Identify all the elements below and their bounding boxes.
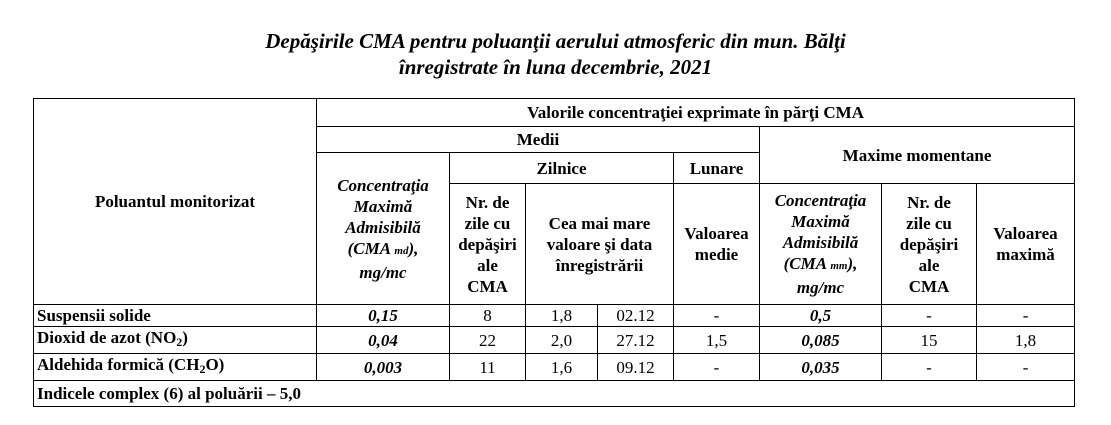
avg-value-line-2: medie [694, 245, 739, 264]
header-averages: Medii [317, 127, 760, 153]
cma-md-line-4-sub: md [394, 244, 409, 257]
pollutant-name-post: O) [205, 355, 225, 374]
cma-md-value: 0,04 [317, 327, 450, 354]
header-maxima: Maxime momentane [760, 127, 1075, 184]
title-line-1: Depăşirile CMA pentru poluanţii aerului atmosferic din mun. Bălţi [265, 29, 846, 53]
header-cma-md [317, 153, 450, 305]
cma-mm-line-4-pre: (CMA [783, 254, 827, 273]
avg-value-line-1: Valoarea [684, 224, 749, 243]
header-days-exceed-max [882, 184, 977, 305]
header-days-exceed-daily [450, 184, 526, 305]
cma-md-line-2: Maximă [353, 196, 413, 216]
header-values-group: Valorile concentraţiei exprimate în părţi CMA [317, 99, 1075, 127]
pollutant-name: Suspensii solide [34, 305, 317, 327]
cma-md-value: 0,15 [317, 305, 450, 327]
cma-mm-value: 0,085 [760, 327, 882, 354]
cma-md-line-1: Concentraţia [337, 175, 429, 195]
days-daily-line-4: ale [477, 255, 498, 275]
monthly-avg: - [674, 354, 760, 381]
days-daily-line-3: depăşiri [458, 234, 517, 254]
pollutant-name-pre: Aldehida formică (CH [37, 355, 200, 374]
header-daily: Zilnice [450, 153, 674, 184]
days-daily-line-5: CMA [467, 276, 508, 296]
max-value-date-line-3: înregistrării [555, 255, 644, 275]
max-value-line-1: Valoarea [993, 224, 1058, 243]
days-max-line-2: zile cu [906, 213, 952, 233]
table-row [34, 327, 1075, 354]
pollutant-name [34, 327, 317, 354]
title-line-2: înregistrate în luna decembrie, 2021 [398, 55, 713, 79]
days-max-line-1: Nr. de [907, 192, 951, 212]
cma-mm-value: 0,035 [760, 354, 882, 381]
cma-mm-line-4-sub: mm [830, 260, 848, 272]
cma-mm-line-2: Maximă [791, 212, 850, 231]
pollutant-name-sub: 2 [176, 335, 183, 349]
header-max-value [977, 184, 1075, 305]
header-row-1 [34, 99, 1075, 127]
max-value-date-line-2: valoare şi data [546, 234, 653, 254]
max-date: 09.12 [598, 354, 674, 381]
max-value: 1,6 [526, 354, 598, 381]
max-value: 2,0 [526, 327, 598, 354]
max-instant-value: - [977, 354, 1075, 381]
table-row [34, 305, 1075, 327]
max-value: 1,8 [526, 305, 598, 327]
days-max-value: 15 [882, 327, 977, 354]
max-value-line-2: maximă [996, 245, 1055, 264]
cma-mm-value: 0,5 [760, 305, 882, 327]
max-instant-value: 1,8 [977, 327, 1075, 354]
cma-md-line-4-post: ), [408, 238, 419, 258]
header-max-value-date [526, 184, 674, 305]
days-daily-value: 8 [450, 305, 526, 327]
header-cma-mm [760, 184, 882, 305]
monthly-avg: 1,5 [674, 327, 760, 354]
days-max-value: - [882, 354, 977, 381]
pollutant-name-post: ) [182, 328, 188, 347]
header-pollutant: Poluantul monitorizat [34, 99, 317, 305]
max-value-date-line-1: Cea mai mare [548, 213, 651, 233]
pollutant-name-pre: Dioxid de azot (NO [37, 328, 177, 347]
cma-md-line-5: mg/mc [359, 262, 407, 282]
days-daily-value: 22 [450, 327, 526, 354]
days-max-value: - [882, 305, 977, 327]
document-title [0, 28, 1111, 80]
cma-mm-line-3: Admisibilă [782, 233, 859, 252]
cma-mm-line-1: Concentraţia [774, 191, 867, 210]
cma-mm-line-4-post: ), [847, 254, 858, 273]
footer-row [34, 381, 1075, 407]
pollutant-name-sub: 2 [199, 362, 206, 376]
header-monthly: Lunare [674, 153, 760, 184]
table-row [34, 354, 1075, 381]
max-instant-value: - [977, 305, 1075, 327]
cma-md-value: 0,003 [317, 354, 450, 381]
cma-md-line-4-pre: (CMA [347, 238, 391, 258]
monthly-avg: - [674, 305, 760, 327]
pollution-index: Indicele complex (6) al poluării – 5,0 [34, 381, 1075, 407]
days-max-line-4: ale [918, 255, 940, 275]
days-max-line-5: CMA [908, 276, 950, 296]
days-daily-value: 11 [450, 354, 526, 381]
days-max-line-3: depăşiri [899, 234, 959, 254]
cma-md-line-3: Admisibilă [345, 217, 421, 237]
max-date: 02.12 [598, 305, 674, 327]
cma-mm-line-5: mg/mc [796, 278, 845, 297]
days-daily-line-2: zile cu [464, 213, 511, 233]
pollution-table [33, 98, 1075, 407]
max-date: 27.12 [598, 327, 674, 354]
header-avg-value [674, 184, 760, 305]
days-daily-line-1: Nr. de [465, 192, 510, 212]
pollutant-name [34, 354, 317, 381]
